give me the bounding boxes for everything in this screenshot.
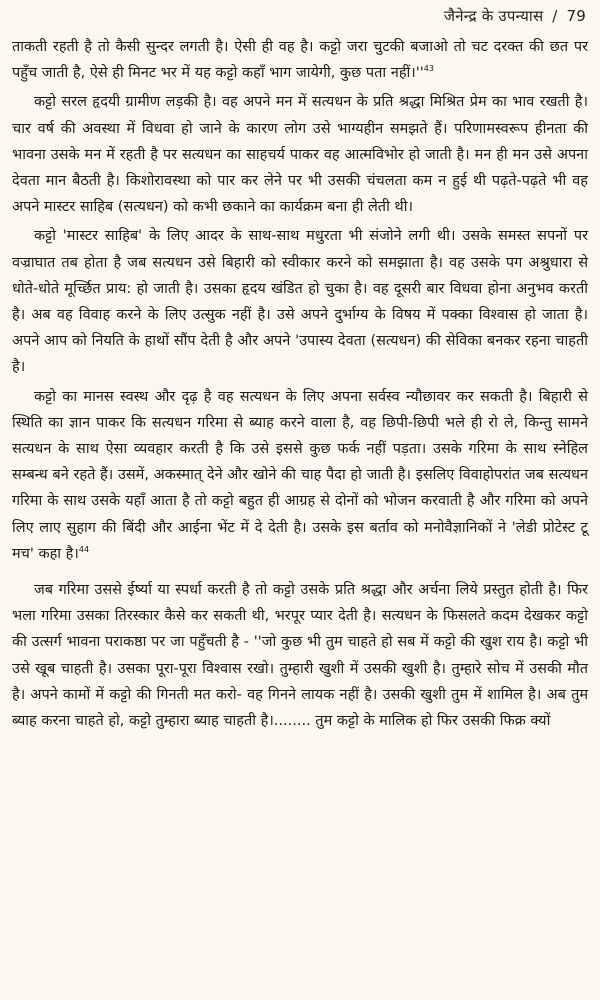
- paragraph-text: कट्टो सरल हृदयी ग्रामीण लड़की है। वह अपने मन में सत्यधन के प्रति श्रद्धा मिश्रित प्रेम का भाव रखती है। चार वर्ष की अवस्था में विधवा हो जाने के कारण लोग उसे भाग्यहीन समझते हैं। परिणामस्वरूप हीनता की भावना उसके मन में रहती है पर सत्यधन का साहचर्य पाकर वह आत्मविभोर हो जाती है। मन ही मन उसे अपना देवता मान बैठती है। किशोरावस्था को पार कर लेने पर भी उसकी चंचलता कम न हुई थी पढ़ते-पढ़ते भी वह अपने मास्टर साहिब (सत्यधन) को कभी छकाने का कार्यक्रम बना ही लेती थी।: [12, 94, 588, 216]
- running-header: [444, 6, 586, 26]
- footnote-marker: 44: [78, 545, 90, 555]
- paragraph: [12, 384, 588, 567]
- paragraph: [12, 89, 588, 220]
- paragraph-text: कट्टो 'मास्टर साहिब' के लिए आदर के साथ-साथ मधुरता भी संजोने लगी थी। उसके समस्त सपनों पर वज्राघात तब होता है जब सत्यधन उसे बिहारी को स्वीकार करने को समझाता है। वह उसके पग अश्रुधारा से धोते-धोते मूर्च्छित प्राय: हो जाती है। उसका हृदय खंडित हो चुका है। वह दूसरी बार विधवा होना अनुभव करती है। अब वह विवाह करने के लिए उत्सुक नहीं है। उसे अपने दुर्भाग्य के विषय में पक्का विश्वास हो जाता है। अपने आप को नियति के हाथों सौंप देती है और अपने 'उपास्य देवता (सत्यधन) की सेविका बनकर रहना चाहती है।: [12, 228, 588, 376]
- paragraph-text: ताकती रहती है तो कैसी सुन्दर लगती है। ऐसी ही वह है। कट्टो जरा चुटकी बजाओ तो चट दरक्त की छत पर पहुँच जाती है, ऐसे ही मिनट भर में यह कट्टो कहाँ भाग जायेगी, कुछ पता नहीं।'': [12, 39, 588, 82]
- header-separator: /: [552, 7, 558, 25]
- footnote-marker: 43: [423, 64, 434, 74]
- page-body: [12, 34, 588, 737]
- running-title: जैनेन्द्र के उपन्यास: [443, 7, 544, 25]
- paragraph: [12, 34, 588, 86]
- paragraph-text: जब गरिमा उससे ईर्ष्या या स्पर्धा करती है तो कट्टो उसके प्रति श्रद्धा और अर्चना लिये प्रस्तुत होती है। फिर भला गरिमा उसका तिरस्कार कैसे कर सकती थी, भरपूर प्यार देती है। सत्यधन के फिसलते कदम देखकर कट्टो की उत्सर्ग भावना पराकष्ठा पर जा पहुँचती है - ''जो कुछ भी तुम चाहते हो सब में कट्टो की खुश राय है। कट्टो भी उसे खूब चाहती है। उसका पूरा-पूरा विश्वास रखो। तुम्हारी खुशी में उसकी खुशी है। तुम्हारे सोच में उसकी मौत है। अपने कामों में कट्टो की गिनती मत करो- वह गिनने लायक नहीं है। उसकी खुशी तुम में शामिल है। अब तुम ब्याह करना चाहते हो, कट्टो तुम्हारा ब्याह चाहती है।........ तुम कट्टो के मालिक हो फिर उसकी फिक्र क्यों: [12, 582, 588, 730]
- paragraph: [12, 577, 588, 734]
- page-number: 79: [566, 7, 586, 25]
- paragraph: [12, 223, 588, 380]
- paragraph-text: कट्टो का मानस स्वस्थ और दृढ़ है वह सत्यधन के लिए अपना सर्वस्व न्यौछावर कर सकती है। बिहारी से स्थिति का ज्ञान पाकर कि सत्यधन गरिमा से ब्याह करने वाला है, वह छिपी-छिपी भले ही रो ले, किन्तु सामने सत्यधन के साथ ऐसा व्यवहार करती है कि उसे इससे कुछ फर्क नहीं पड़ता। उसके गरिमा के साथ स्नेहिल सम्बन्ध बने रहते हैं। उसमें, अकस्मात् देने और खोने की चाह पैदा हो जाती है। इसलिए विवाहोपरांत जब सत्यधन गरिमा के साथ उसके यहाँ आता है तो कट्टो बहुत ही आग्रह से दोनों को भोजन करवाती है और गरिमा को अपने लिए लाए सुहाग की बिंदी और आईना भेंट में दे देती है। उसके इस बर्ताव को मनोवैज्ञानिकों ने 'लेडी प्रोटेस्ट टू मच' कहा है।: [12, 388, 588, 562]
